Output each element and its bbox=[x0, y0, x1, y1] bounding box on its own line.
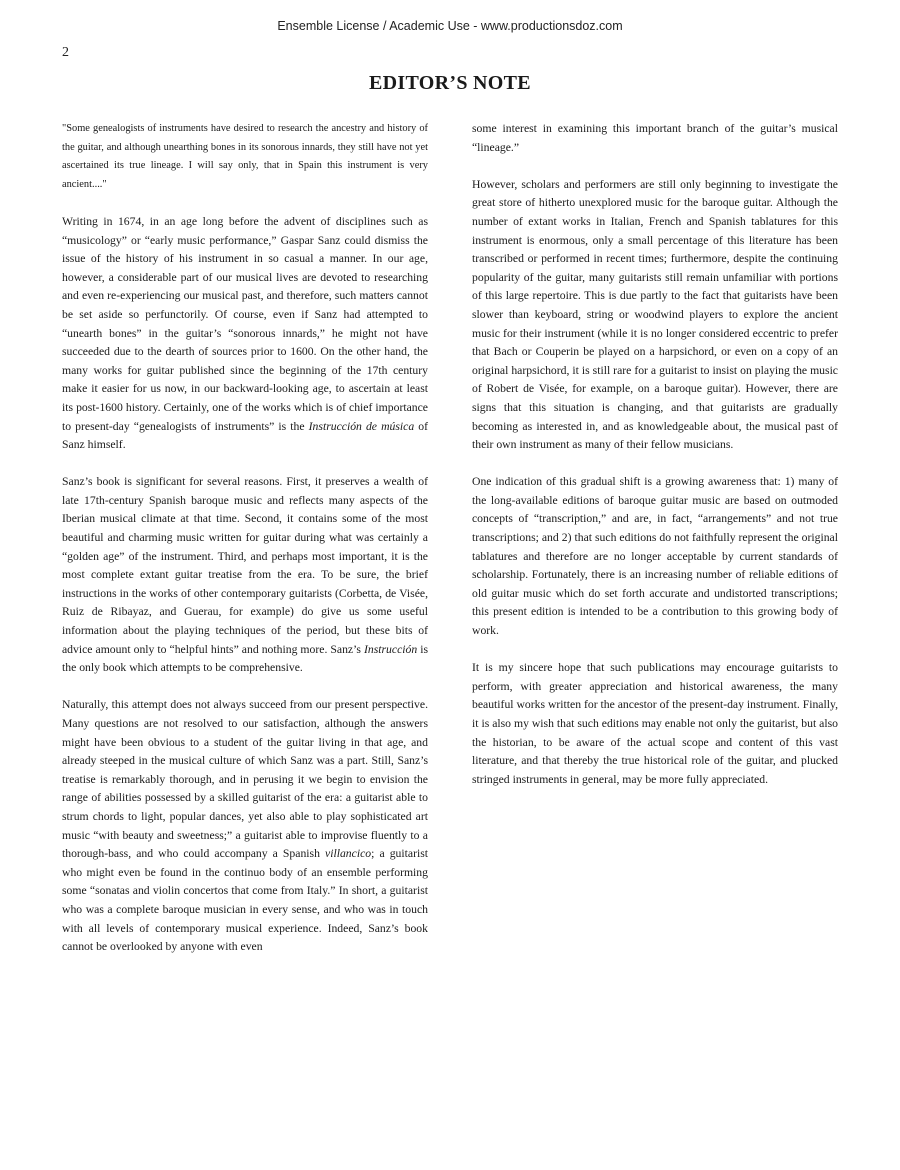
paragraph-2 bbox=[62, 473, 428, 678]
paragraph-2-text-b: is the only book which attempts to be comprehensive. bbox=[62, 642, 429, 675]
paragraph-2-italic: Instrucción bbox=[363, 642, 418, 656]
paragraph-3-italic: villancico bbox=[325, 847, 372, 861]
paragraph-4: However, scholars and performers are still only beginning to investigate the great store of hitherto unexplored music for the baroque guitar. Although the number of extant works in Italian, French and Spanish tablatures for this instrument is enormous, only a small percentage of this literature has been transcribed or performed in recent times; furthermore, despite the continuing popularity of the guitar, many guitarists still remain unfamiliar with portions of this large repertoire. This is due partly to the fact that guitarists have been slower than keyboard, string or woodwind players to explore the ancient music for their instrument (while it is no longer considered eccentric to prefer that Bach or Couperin be played on a harpsichord, or even on a copy of an original harpsichord, it is still rare for a guitarist to insist on playing the music of Robert de Visée, for example, on a baroque guitar). However, there are signs that this situation is changing, and that guitarists are gradually becoming as interested in, and as knowledgeable about, the musical past of their own instrument as many of their fellow musicians. bbox=[472, 177, 838, 452]
paragraph-1-italic: Instrucción de música bbox=[308, 419, 415, 433]
paragraph-3-text-b: ; a guitarist who might even be found in the continuo body of an ensemble performing some “sonatas and violin concertos that come from Italy.” In short, a guitarist who was a complete baroque musician in every sense, and who was in touch with all levels of contemporary musical experience. Indeed, Sanz’s book cannot be overlooked by anyone with even bbox=[62, 847, 429, 954]
paragraph-1 bbox=[62, 213, 428, 455]
sanz-quote: "Some genealogists of instruments have desired to research the ancestry and history of the guitar, and although unearthing bones in its sonorous innards, they still have not yet ascertained its true lineage. I will say only, that in Spain this instrument is very ancient...." bbox=[62, 123, 428, 190]
page-title: EDITOR’S NOTE bbox=[369, 72, 531, 94]
page-number: 2 bbox=[62, 45, 69, 60]
paragraph-3 bbox=[62, 696, 428, 956]
right-column bbox=[472, 120, 838, 808]
paragraph-2-text-a: Sanz’s book is significant for several reasons. First, it preserves a wealth of late 17th-century Spanish baroque music and reflects many aspects of the Iberian musical climate at that time. Second, it contains some of the most beautiful and charming music written for guitar during what was certainly a “golden age” of the instrument. Third, and perhaps most important, it is the most complete extant guitar treatise from the era. To be sure, the brief instructions in the works of other contemporary guitarists (Corbetta, de Visée, Ruiz de Ribayaz, and Guerau, for example) do give us some useful information about the playing techniques of the period, but these bits of advice amount only to “helpful hints” and nothing more. Sanz’s bbox=[62, 475, 428, 656]
paragraph-3-text-a: Naturally, this attempt does not always succeed from our present perspective. Many questions are not resolved to our satisfaction, although the answers might have been obvious to a student of the guitar living in that age, and already steeped in the musical culture of which Sanz was a part. Still, Sanz’s treatise is remarkably thorough, and in perusing it we begin to envision the range of abilities possessed by a skilled guitarist of the era: a guitarist able to strum chords to light, popular dances, yet also able to play sophisticated art music “with beauty and sweetness;” a guitarist able to improvise fluently to a thorough-bass, and who could accompany a Spanish bbox=[62, 698, 428, 861]
paragraph-3-continued: some interest in examining this important branch of the guitar’s musical “lineage.” bbox=[472, 122, 838, 154]
left-column bbox=[62, 120, 428, 975]
paragraph-6: It is my sincere hope that such publications may encourage guitarists to perform, with greater appreciation and historical awareness, the many beautiful works written for the ancestor of the present-day instrument. Finally, it is also my wish that such editions may enable not only the guitarist, but also the historian, to be aware of the actual scope and content of this vast literature, and that thereby the true historical role of the guitar, and plucked stringed instruments in general, may be more fully appreciated. bbox=[472, 661, 838, 786]
paragraph-1-text-b: of Sanz himself. bbox=[62, 419, 428, 452]
paragraph-5: One indication of this gradual shift is a growing awareness that: 1) many of the long-available editions of baroque guitar music are based on outmoded concepts of “transcription,” and are, in fact, “arrangements” and not true transcriptions; and 2) that such editions do not faithfully represent the original tablatures and therefore are no longer acceptable by current standards of scholarship. Fortunately, there is an increasing number of reliable editions of old guitar music which do set forth accurate and undistorted transcriptions; this present edition is intended to be a contribution to this growing body of work. bbox=[472, 475, 838, 638]
paragraph-1-text-a: Writing in 1674, in an age long before the advent of disciplines such as “musicology” or “early music performance,” Gaspar Sanz could dismiss the issue of the history of his instrument in so casual a manner. In our age, however, a considerable part of our musical lives are devoted to researching and even re-experiencing our musical past, and therefore, such matters cannot be set aside so perfunctorily. Of course, even if Sanz had attempted to “unearth bones” in the guitar’s “sonorous innards,” he might not have succeeded due to the dearth of sources prior to 1600. On the other hand, the many works for guitar published since the beginning of the 17th century make it easier for us now, in our backward-looking age, to ascertain at least its post-1600 history. Certainly, one of the works which is of chief importance to present-day “genealogists of instruments” is the bbox=[62, 214, 428, 433]
license-header: Ensemble License / Academic Use - www.productionsdoz.com bbox=[277, 19, 623, 33]
